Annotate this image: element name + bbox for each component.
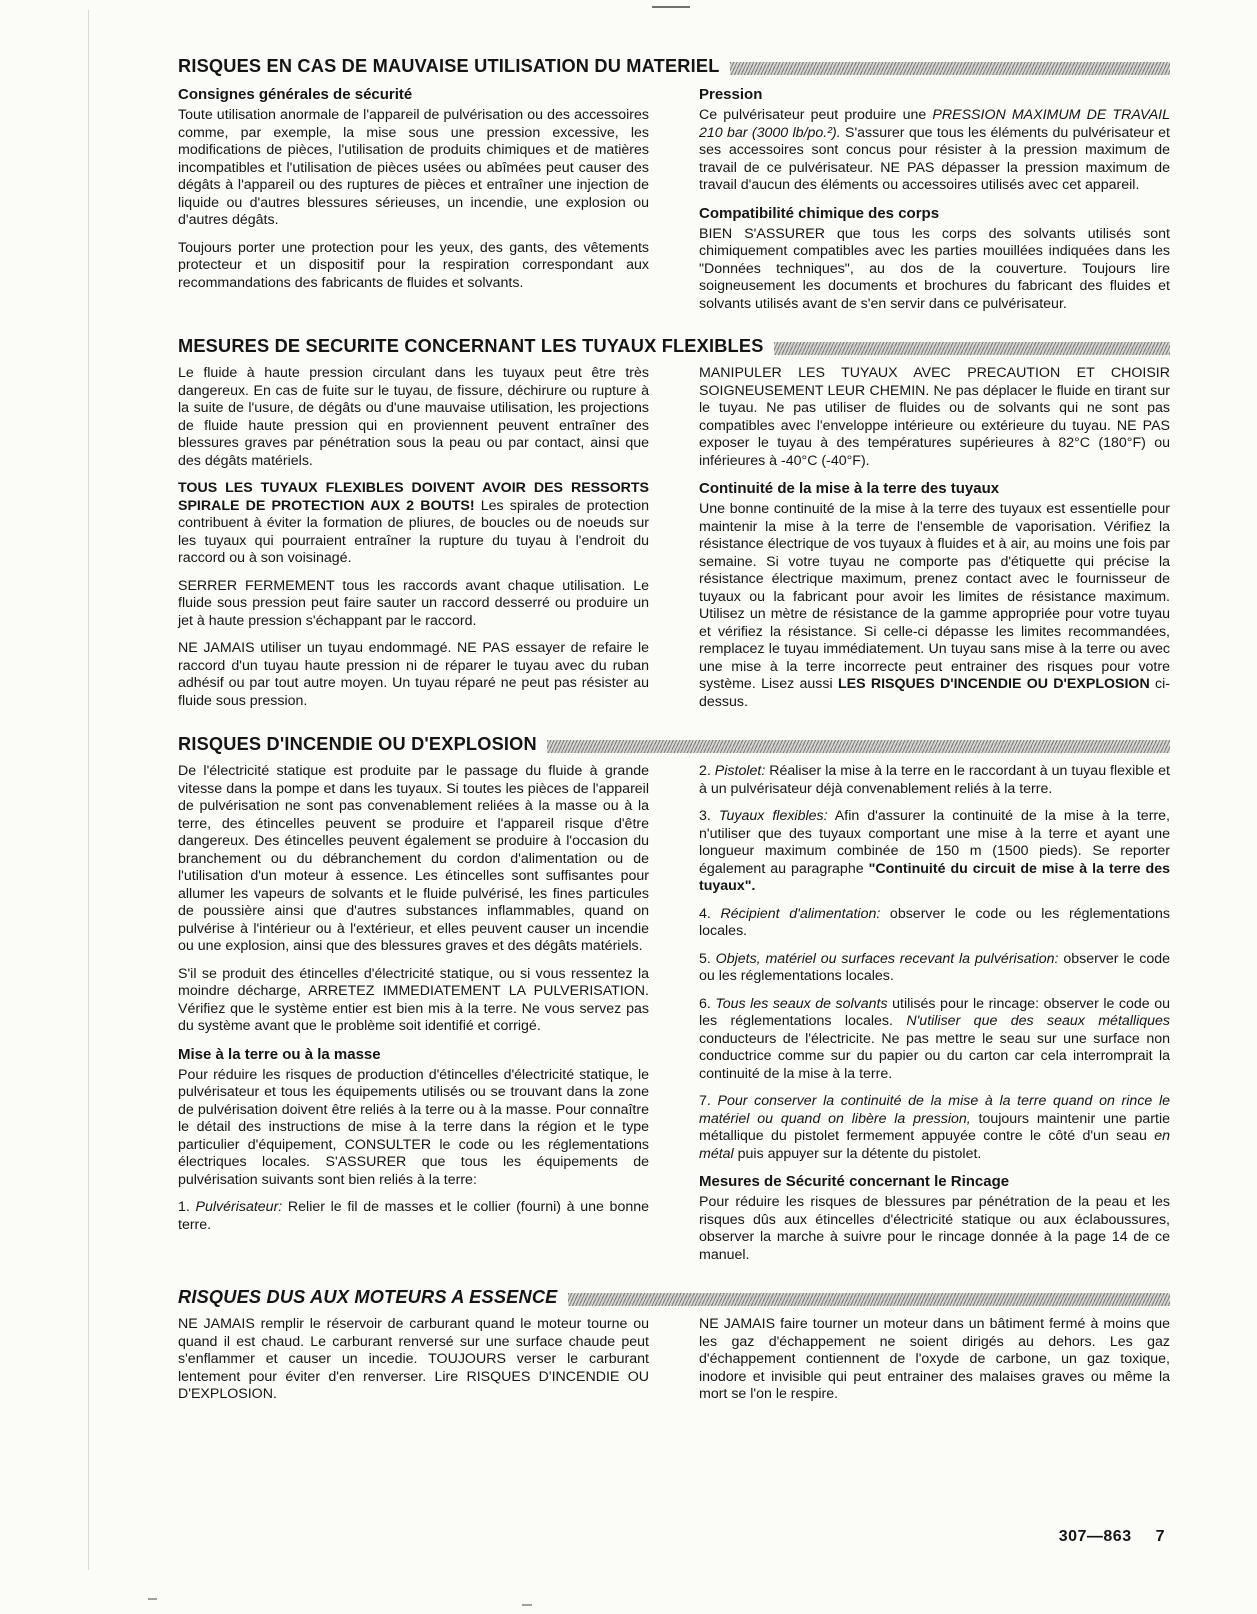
- paragraph: MANIPULER LES TUYAUX AVEC PRECAUTION ET CHOISIR SOIGNEUSEMENT LEUR CHEMIN. Ne pas déplacer le fluide en tirant sur le tuyau. Ne pas utiliser de fluides ou de solvants qui ne sont pas compatibles avec l'enveloppe intérieure ou extérieure du tuyau. NE PAS exposer le tuyau à des températures supérieures à 82°C (180°F) ou inférieures à -40°C (-40°F).: [699, 365, 1170, 469]
- paragraph: S'il se produit des étincelles d'électricité statique, ou si vous ressentez la moindre décharge, ARRETEZ IMMEDIATEMENT LA PULVERISATION. Vérifiez que le système entier est bien mis à la terre. Ne vous servez pas du système avant que le problème soit identifié et corrigé.: [178, 965, 649, 1034]
- section-misuse-risks: [178, 56, 1170, 323]
- section-fire-explosion-risks: [178, 734, 1170, 1274]
- section-hose-safety: [178, 336, 1170, 721]
- paragraph: De l'électricité statique est produite par le passage du fluide à grande vitesse dans la pompe et dans les tuyaux. Si toutes les pièces de l'appareil de pulvérisation ne sont pas convenablement reliées à la masse ou à la terre, des étincelles peuvent se produire et l'appareil risque d'être dangereux. Des étincelles peuvent également se produire à l'occasion du branchement ou du débranchement du cordon d'alimentation ou de l'utilisation d'un moteur à essence. Les étincelles sont suffisantes pour allumer les vapeurs de solvants et le fluide pulvérisé, les fines particules de poussière ainsi que d'autres substances inflammables, quand on pulvérise à l'intérieur ou à l'extérieur, et elles peuvent causer un incendie ou une explosion, ainsi que des blessures graves et des dégâts matériels.: [178, 763, 649, 954]
- subheading: Mise à la terre ou à la masse: [178, 1045, 381, 1063]
- right-column: [699, 1316, 1170, 1414]
- subheading: Consignes générales de sécurité: [178, 86, 413, 103]
- section-title-hatch-bar: [774, 342, 1170, 355]
- scan-crease-line: [88, 10, 89, 1570]
- paragraph: Pour réduire les risques de production d'étincelles d'électricité statique, le pulvérisateur et tous les équipements utilisés ou se trouvant dans la zone de pulvérisation doivent être reliés à la terre ou à la masse. Pour connaître le détail des instructions de mise à la terre dans la région et le type particulier d'équipement, CONSULTER le code ou les réglementations électriques locales. S'ASSURER que tous les équipements de pulvérisation suivants sont bien reliés à la terre:: [178, 1066, 649, 1188]
- section-title-hatch-bar: [547, 740, 1170, 753]
- left-column: [178, 365, 649, 721]
- numbered-item: 6. Tous les seaux de solvants utilisés pour le rincage: observer le code ou les réglementations locales. N'utiliser que des seaux métalliques conducteurs de l'électricite. Ne pas mettre le seau sur une surface non conductrice comme sur du papier ou du carton car cela interromprait la continuité de la mise à la terre.: [699, 995, 1170, 1082]
- right-column: [699, 365, 1170, 721]
- scan-artifact-bottom-dash: [148, 1598, 157, 1600]
- section-gasoline-engine-risks: [178, 1287, 1170, 1414]
- section-header: [178, 1287, 1170, 1308]
- left-column: [178, 1316, 649, 1414]
- two-column-layout: [178, 85, 1170, 323]
- page-content: [178, 56, 1170, 1427]
- section-header: [178, 336, 1170, 357]
- subheading: Pression: [699, 86, 763, 103]
- manual-part-number: 307—863: [1058, 1528, 1132, 1545]
- page-footer: [1059, 1528, 1165, 1546]
- paragraph: SERRER FERMEMENT tous les raccords avant chaque utilisation. Le fluide sous pression peut faire sauter un raccord desserré ou produire un jet à haute pression s'échappant par le raccord.: [178, 577, 649, 629]
- paragraph: BIEN S'ASSURER que tous les corps des solvants utilisés sont chimiquement compatibles avec les parties mouillées indiquées dans les "Données techniques", au dos de la couverture. Toujours lire soigneusement les documents et brochures du fabricant des fluides et solvants utilisés avant de s'en servir dans ce pulvérisateur.: [699, 225, 1170, 312]
- paragraph: Toujours porter une protection pour les yeux, des gants, des vêtements protecteur et un dispositif pour la respiration correspondant aux recommandations des fabricants de fluides et solvants.: [178, 239, 649, 291]
- numbered-item: 4. Récipient d'alimentation: observer le code ou les réglementations locales.: [699, 905, 1170, 939]
- paragraph: TOUS LES TUYAUX FLEXIBLES DOIVENT AVOIR DES RESSORTS SPIRALE DE PROTECTION AUX 2 BOUTS! Les spirales de protection contribuent à éviter la formation de pliures, de boucles ou de noeuds sur les tuyaux qui pourraient entraîner la rupture du tuyau à l'endroit du raccord ou à son voisinagé.: [178, 480, 649, 566]
- two-column-layout: [178, 365, 1170, 721]
- right-column: [699, 85, 1170, 323]
- section-title: RISQUES D'INCENDIE OU D'EXPLOSION: [178, 734, 537, 754]
- section-header: [178, 734, 1170, 755]
- paragraph: Toute utilisation anormale de l'appareil de pulvérisation ou des accessoires comme, par exemple, la mise sous une pression excessive, les modifications de pièces, l'utilisation de produits chimiques et de matières incompatibles et l'utilisation de pièces usées ou abîmées peut causer des dégâts à l'appareil ou des ruptures de pièces et entraîner une injection de liquide ou d'autres blessures sérieuses, un incendie, une explosion ou d'autres dégâts.: [178, 107, 649, 228]
- paragraph: Pour réduire les risques de blessures par pénétration de la peau et les risques dûs aux étincelles d'électricité statique ou aux éclaboussures, observer la marche à suivre pour le rincage donnée à la page 14 de ce manuel.: [699, 1194, 1170, 1263]
- subheading: Mesures de Sécurité concernant le Rincage: [699, 1173, 1010, 1190]
- subheading: Compatibilité chimique des corps: [699, 204, 940, 222]
- paragraph: Une bonne continuité de la mise à la terre des tuyaux est essentielle pour maintenir la mise à la terre de l'ensemble de vaporisation. Vérifiez la résistance électrique de vos tuyaux à fluides et à air, au moins une fois par semaine. Si votre tuyau ne comporte pas d'étiquette qui précise la résistance électrique maximum, prenez contact avec le fournisseur de tuyaux ou la fabricant pour avoir les limites de résistance maximum. Utilisez un mètre de résistance de la gamme appropriée pour votre tuyau et vérifiez la résistance. Si celle-ci dépasse les limites recommandées, remplacez le tuyau immédiatement. Un tuyau sans mise à la terre ou avec une mise à la terre incorrecte peut entrainer des risques pour votre système. Lisez aussi LES RISQUES D'INCENDIE OU D'EXPLOSION ci-dessus.: [699, 501, 1170, 710]
- two-column-layout: [178, 1316, 1170, 1414]
- scan-artifact-bottom-dash: [522, 1604, 532, 1606]
- subheading: Continuité de la mise à la terre des tuyaux: [699, 480, 1000, 497]
- paragraph: NE JAMAIS remplir le réservoir de carburant quand le moteur tourne ou quand il est chaud. Le carburant renversé sur une surface chaude peut s'enflammer et causer un incedie. TOUJOURS verser le carburant lentement pour éviter d'en renverser. Lire RISQUES D'INCENDIE OU D'EXPLOSION.: [178, 1316, 649, 1402]
- section-title-hatch-bar: [730, 62, 1170, 75]
- section-header: [178, 56, 1170, 77]
- paragraph: NE JAMAIS utiliser un tuyau endommagé. NE PAS essayer de refaire le raccord d'un tuyau haute pression ni de réparer le tuyau avec du ruban adhésif ou par tout autre moyen. Un tuyau réparé ne peut pas résister au fluide sous pression.: [178, 640, 649, 709]
- scan-artifact-top-dash: [652, 6, 690, 8]
- section-title: RISQUES EN CAS DE MAUVAISE UTILISATION DU MATERIEL: [178, 56, 720, 76]
- right-column: [699, 763, 1170, 1274]
- paragraph: Le fluide à haute pression circulant dans les tuyaux peut être très dangereux. En cas de fuite sur le tuyau, de fissure, déchirure ou rupture à la suite de l'usure, de dégâts ou d'une mauvaise utilisation, les projections de fluide haute pression qui en proviennent peuvent entraîner des blessures graves par pénétration sous la peau ou par contact, ainsi que des dégâts matériels.: [178, 365, 649, 469]
- numbered-item: 7. Pour conserver la continuité de la mise à la terre quand on rince le matériel ou quand on libère la pression, toujours maintenir une partie métallique du pistolet fermement appuyée contre le côté d'un seau en métal puis appuyer sur la détente du pistolet.: [699, 1093, 1171, 1162]
- section-title: MESURES DE SECURITE CONCERNANT LES TUYAUX FLEXIBLES: [178, 336, 764, 356]
- section-title-hatch-bar: [568, 1293, 1171, 1306]
- paragraph: NE JAMAIS faire tourner un moteur dans un bâtiment fermé à moins que les gaz d'échappement ne soient dirigés au dehors. Les gaz d'échappement contiennent de l'oxyde de carbone, un gaz toxique, inodore et invisible qui peut entrainer des malaises graves ou même la mort se l'on le respire.: [699, 1316, 1170, 1402]
- numbered-item: 2. Pistolet: Réaliser la mise à la terre en le raccordant à un tuyau flexible et à un pulvérisateur déjà convenablement reliés à la terre.: [699, 763, 1170, 797]
- paragraph: Ce pulvérisateur peut produire une PRESSION MAXIMUM DE TRAVAIL 210 bar (3000 lb/po.²). S'assurer que tous les éléments du pulvérisateur et ses accessoires sont concus pour résister à la pression maximum de travail de ce pulvérisateur. NE PAS dépasser la pression maximum de travail d'aucun des éléments ou accessoires utilisés avec cet appareil.: [699, 107, 1171, 193]
- numbered-item: 3. Tuyaux flexibles: Afin d'assurer la continuité de la mise à la terre, n'utiliser que des tuyaux comportant une mise à la terre et ayant une longueur maximum combinée de 150 m (1500 pieds). Se reporter également au paragraphe "Continuité du circuit de mise à la terre des tuyaux".: [699, 808, 1170, 894]
- two-column-layout: [178, 763, 1170, 1274]
- section-title: RISQUES DUS AUX MOTEURS A ESSENCE: [178, 1287, 558, 1307]
- left-column: [178, 85, 649, 323]
- numbered-item: 5. Objets, matériel ou surfaces recevant la pulvérisation: observer le code ou les réglementations locales.: [699, 950, 1170, 984]
- numbered-item: 1. Pulvérisateur: Relier le fil de masses et le collier (fourni) à une bonne terre.: [178, 1199, 650, 1233]
- left-column: [178, 763, 649, 1274]
- page-number: 7: [1155, 1528, 1165, 1545]
